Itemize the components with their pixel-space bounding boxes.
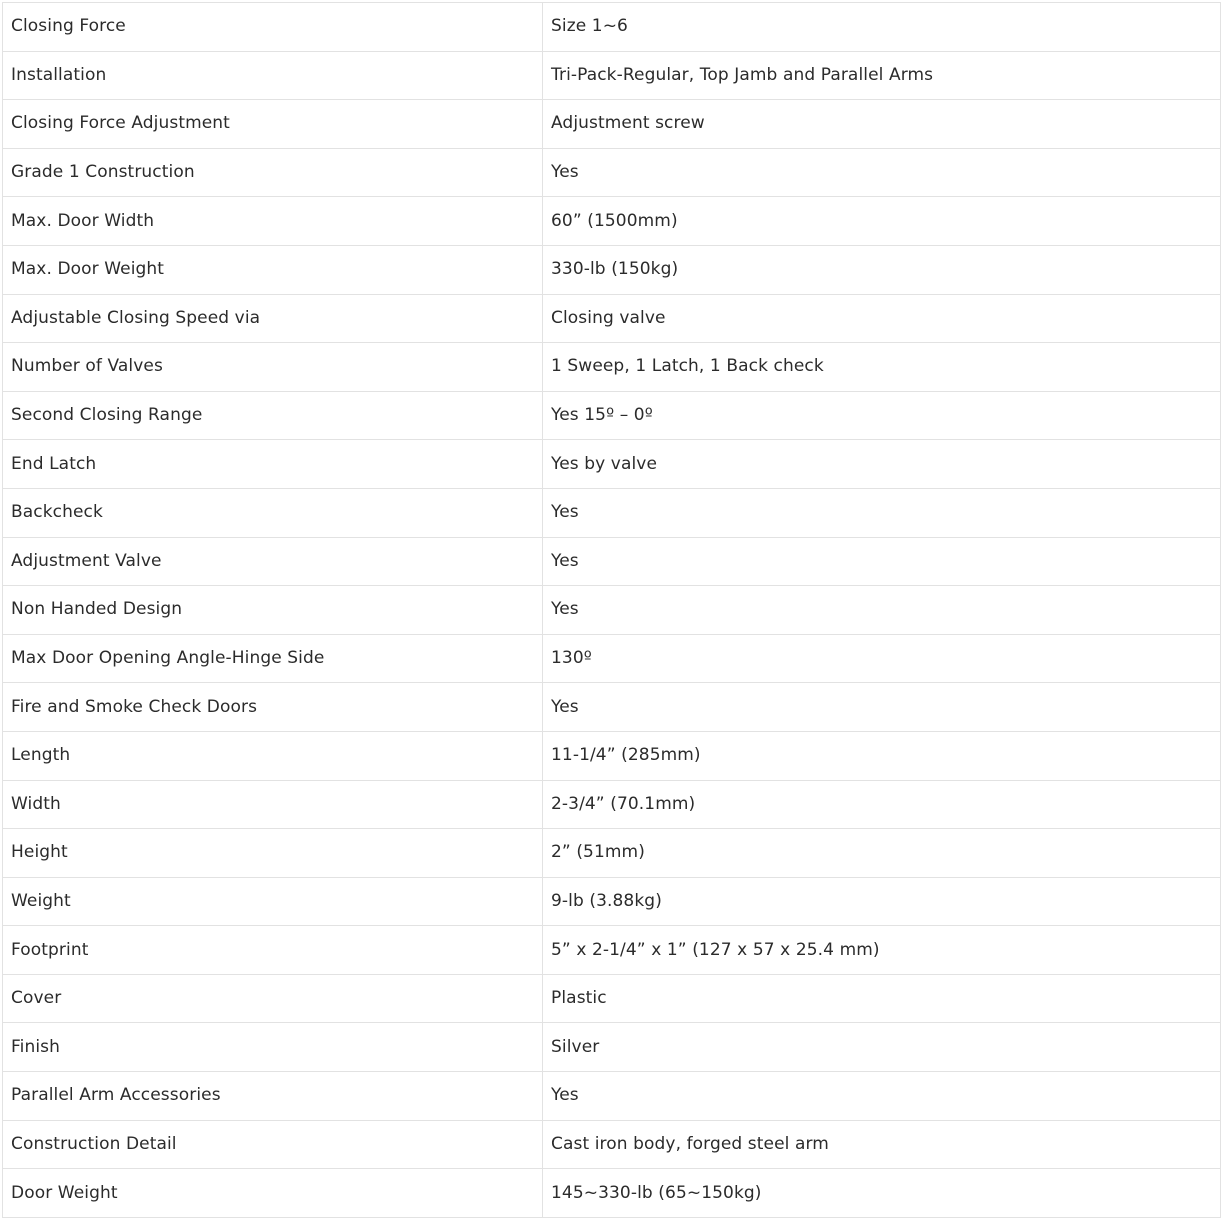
spec-label: Max Door Opening Angle-Hinge Side [3, 634, 543, 683]
table-row [3, 1120, 1221, 1169]
table-row [3, 294, 1221, 343]
table-row [3, 1023, 1221, 1072]
table-row [3, 1072, 1221, 1121]
table-row [3, 148, 1221, 197]
spec-label: Closing Force Adjustment [3, 100, 543, 149]
table-row [3, 1169, 1221, 1218]
table-row [3, 3, 1221, 52]
spec-value: Yes [543, 683, 1221, 732]
table-row [3, 488, 1221, 537]
table-row [3, 391, 1221, 440]
spec-value: Adjustment screw [543, 100, 1221, 149]
spec-label: Adjustment Valve [3, 537, 543, 586]
table-row [3, 634, 1221, 683]
table-row [3, 343, 1221, 392]
spec-label: Second Closing Range [3, 391, 543, 440]
spec-label: Cover [3, 974, 543, 1023]
spec-value: 2-3/4” (70.1mm) [543, 780, 1221, 829]
table-row [3, 440, 1221, 489]
spec-label: Height [3, 829, 543, 878]
spec-value: 60” (1500mm) [543, 197, 1221, 246]
table-row [3, 877, 1221, 926]
spec-value: Yes [543, 1072, 1221, 1121]
spec-value: Yes [543, 488, 1221, 537]
table-row [3, 100, 1221, 149]
spec-label: End Latch [3, 440, 543, 489]
spec-value: 130º [543, 634, 1221, 683]
spec-label: Backcheck [3, 488, 543, 537]
spec-label: Width [3, 780, 543, 829]
spec-label: Footprint [3, 926, 543, 975]
spec-value: 145~330-lb (65~150kg) [543, 1169, 1221, 1218]
table-row [3, 731, 1221, 780]
table-row [3, 926, 1221, 975]
spec-label: Closing Force [3, 3, 543, 52]
spec-value: 9-lb (3.88kg) [543, 877, 1221, 926]
spec-label: Length [3, 731, 543, 780]
spec-value: 1 Sweep, 1 Latch, 1 Back check [543, 343, 1221, 392]
spec-value: Size 1~6 [543, 3, 1221, 52]
spec-value: Yes [543, 148, 1221, 197]
spec-label: Weight [3, 877, 543, 926]
spec-value: Plastic [543, 974, 1221, 1023]
spec-label: Max. Door Weight [3, 245, 543, 294]
spec-value: Silver [543, 1023, 1221, 1072]
spec-label: Grade 1 Construction [3, 148, 543, 197]
table-row [3, 829, 1221, 878]
spec-label: Non Handed Design [3, 586, 543, 635]
table-row [3, 586, 1221, 635]
table-row [3, 683, 1221, 732]
spec-value: Yes [543, 537, 1221, 586]
table-row [3, 974, 1221, 1023]
spec-label: Finish [3, 1023, 543, 1072]
table-row [3, 537, 1221, 586]
spec-value: Yes 15º – 0º [543, 391, 1221, 440]
spec-label: Door Weight [3, 1169, 543, 1218]
table-row [3, 51, 1221, 100]
spec-value: Yes [543, 586, 1221, 635]
table-row [3, 245, 1221, 294]
spec-value: 330-lb (150kg) [543, 245, 1221, 294]
spec-value: Closing valve [543, 294, 1221, 343]
spec-label: Number of Valves [3, 343, 543, 392]
spec-value: 11-1/4” (285mm) [543, 731, 1221, 780]
table-row [3, 197, 1221, 246]
spec-value: 5” x 2-1/4” x 1” (127 x 57 x 25.4 mm) [543, 926, 1221, 975]
spec-table [2, 2, 1221, 1218]
spec-label: Max. Door Width [3, 197, 543, 246]
spec-label: Installation [3, 51, 543, 100]
spec-label: Construction Detail [3, 1120, 543, 1169]
spec-table-body [3, 3, 1221, 1218]
spec-value: Tri-Pack-Regular, Top Jamb and Parallel Arms [543, 51, 1221, 100]
spec-label: Parallel Arm Accessories [3, 1072, 543, 1121]
spec-value: 2” (51mm) [543, 829, 1221, 878]
table-row [3, 780, 1221, 829]
spec-value: Cast iron body, forged steel arm [543, 1120, 1221, 1169]
spec-label: Fire and Smoke Check Doors [3, 683, 543, 732]
spec-label: Adjustable Closing Speed via [3, 294, 543, 343]
spec-value: Yes by valve [543, 440, 1221, 489]
